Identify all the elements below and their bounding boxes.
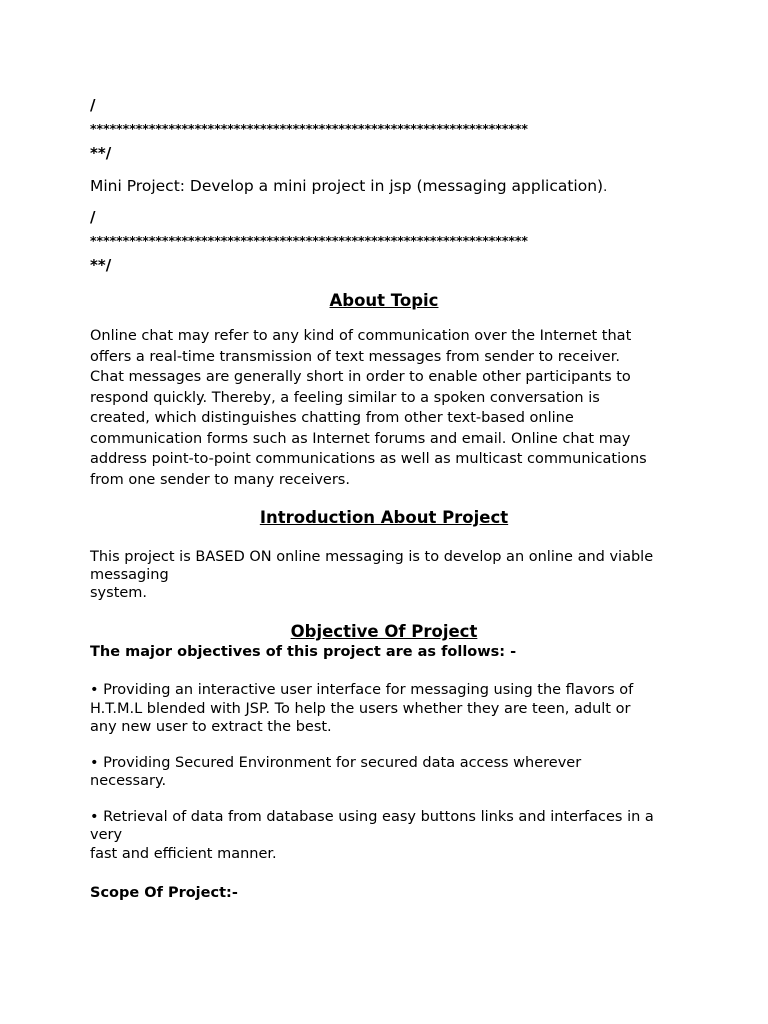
paragraph-line: Online chat may refer to any kind of communication over the Internet that: [90, 328, 632, 344]
comment-banner-top: [90, 93, 690, 165]
banner-stars: *******************************************************************: [90, 121, 528, 136]
paragraph-line: messaging: [90, 567, 169, 583]
paragraph-line: created, which distinguishes chatting from other text-based online: [90, 410, 574, 426]
bullet-line: • Retrieval of data from database using easy buttons links and interfaces in a: [90, 808, 654, 825]
banner-end: **/: [90, 256, 112, 274]
banner-slash: /: [90, 96, 96, 114]
bullet-line: necessary.: [90, 773, 167, 789]
bullet-line: • Providing an interactive user interface for messaging using the flavors of: [90, 682, 634, 698]
scope-heading: Scope Of Project:-: [90, 885, 238, 901]
paragraph-line: communication forms such as Internet forums and email. Online chat may: [90, 430, 631, 447]
paragraph-line: Chat messages are generally short in order to enable other participants to: [90, 369, 631, 385]
banner-stars: *******************************************************************: [90, 233, 528, 248]
bullet-line: H.T.M.L blended with JSP. To help the users whether they are teen, adult or: [90, 700, 631, 717]
mini-project-line: [90, 175, 690, 199]
paragraph-line: offers a real-time transmission of text messages from sender to receiver.: [90, 348, 620, 365]
paragraph-line: This project is BASED ON online messaging is to develop an online and viable: [90, 549, 654, 565]
bullet-line: • Providing Secured Environment for secured data access wherever: [90, 754, 582, 771]
paragraph-line: from one sender to many receivers.: [90, 471, 350, 488]
objective-subheading: The major objectives of this project are as follows: -: [90, 644, 517, 660]
paragraph-line: respond quickly. Thereby, a feeling similar to a spoken conversation is: [90, 389, 600, 406]
objective-bullet: [90, 681, 690, 737]
mini-project-period: .: [603, 180, 608, 195]
intro-paragraph: [90, 548, 690, 602]
objective-bullet: [90, 808, 690, 864]
about-topic-heading: About Topic: [329, 291, 439, 310]
intro-heading: Introduction About Project: [259, 508, 509, 527]
bullet-line: any new user to extract the best.: [90, 719, 332, 735]
banner-slash: /: [90, 208, 96, 226]
document-page: [90, 93, 690, 903]
banner-end: **/: [90, 144, 112, 162]
mini-project-text: Mini Project: Develop a mini project in jsp (messaging application): [90, 177, 604, 195]
bullet-line: very: [90, 827, 123, 843]
comment-banner-bottom: [90, 205, 690, 277]
paragraph-line: system.: [90, 585, 148, 601]
paragraph-line: address point-to-point communications as well as multicast communications: [90, 451, 647, 467]
about-topic-paragraph: [90, 326, 690, 490]
bullet-line: fast and efficient manner.: [90, 845, 277, 862]
objective-bullet: [90, 754, 690, 791]
objective-heading: Objective Of Project: [290, 622, 478, 641]
